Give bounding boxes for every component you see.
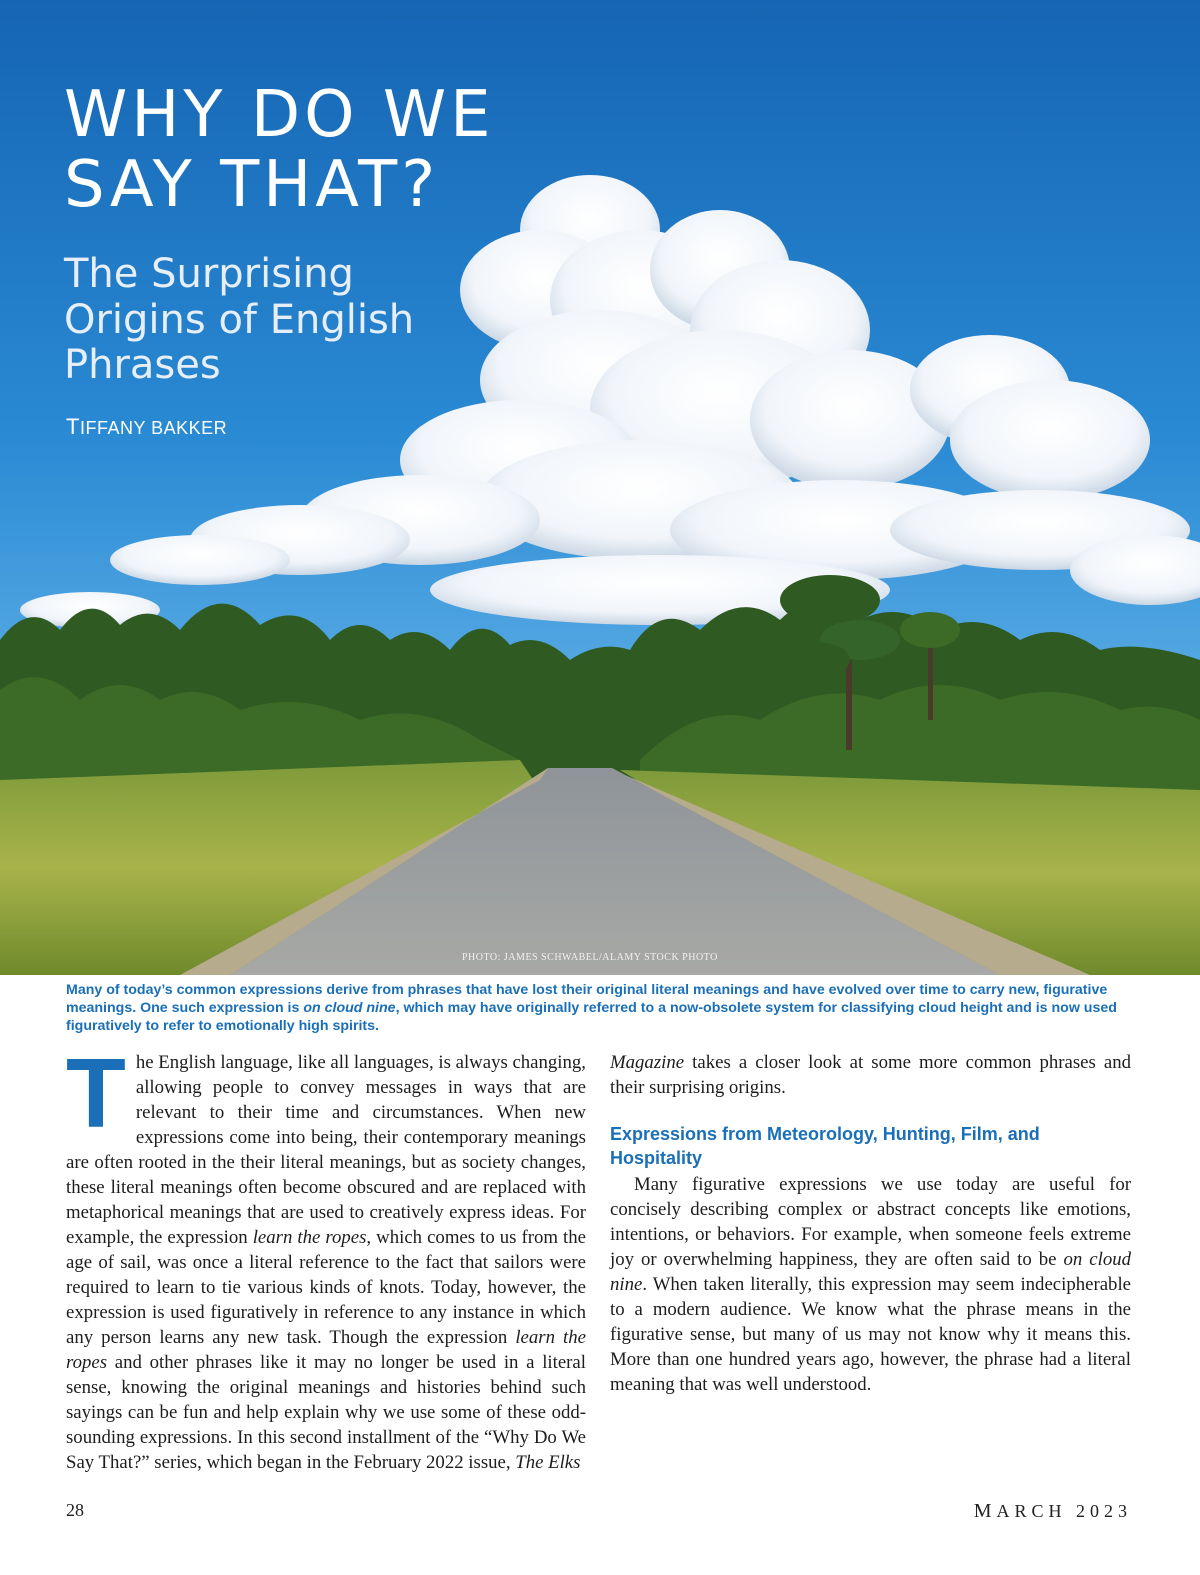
intro-italic-3: The Elks bbox=[515, 1452, 581, 1473]
intro-text-4-continued: takes a closer look at some more common phrases and their surprising origins. bbox=[610, 1052, 1131, 1098]
title-line-1: WHY DO WE bbox=[64, 78, 495, 152]
caption-italic-phrase: on cloud nine bbox=[303, 1000, 396, 1016]
page-number: 28 bbox=[66, 1500, 84, 1520]
title-line-2: SAY THAT? bbox=[64, 148, 440, 223]
section-text-1: Many figurative expressions we use today are useful for concisely describing complex or abstract concepts like emotions, intentions, or behaviors. For example, when someone feels extreme joy or overwhelming happiness, they are often said to be bbox=[610, 1174, 1131, 1270]
article-title bbox=[64, 80, 495, 221]
issue-date: MARCH 2023 bbox=[973, 1500, 1132, 1522]
body-column-left bbox=[66, 1038, 586, 1475]
photo-caption bbox=[66, 981, 1132, 1035]
intro-italic-2: learn the ropes bbox=[66, 1327, 586, 1373]
intro-italic-1: learn the ropes bbox=[252, 1227, 367, 1248]
intro-text-3: and other phrases like it may no longer be used in a literal sense, knowing the original meanings and histories behind such sayings can be fun and help explain why we use some of these odd-sounding expressions. In this second installment of the “Why Do We Say That?” series, which began in the February 2022 issue, bbox=[66, 1352, 586, 1473]
intro-text-2: , which comes to us from the age of sail, was once a literal reference to the fact that sailors were required to learn to tie various kinds of knots. Today, however, the expression is used figuratively in reference to any instance in which any person learns any new task. Though the expression bbox=[66, 1227, 586, 1348]
drop-cap: T bbox=[66, 1038, 126, 1148]
section-italic: on cloud nine bbox=[610, 1249, 1132, 1295]
photo-credit: PHOTO: JAMES SCHWABEL/ALAMY STOCK PHOTO bbox=[462, 952, 718, 963]
author-byline: TIFFANY BAKKER bbox=[66, 414, 228, 439]
caption-text-1: Many of today’s common expressions derive from phrases that have lost their original literal meanings and have evolved over time to carry new, figurative meanings. One such expression is bbox=[66, 982, 1108, 1016]
article-subtitle: The Surprising Origins of English Phrases bbox=[64, 251, 415, 389]
section-text-2: . When taken literally, this expression may seem indecipherable to a modern audience. We know what the phrase means in the figurative sense, but many of us may not know why it means this. More than one hundred years ago, however, the phrase had a literal meaning that was well understood. bbox=[610, 1274, 1131, 1395]
section-paragraph bbox=[610, 1172, 1131, 1397]
intro-italic-3-continued: Magazine bbox=[610, 1052, 685, 1073]
body-column-right bbox=[610, 1050, 1131, 1397]
section-subhead: Expressions from Meteorology, Hunting, Film, and Hospitality bbox=[610, 1124, 1040, 1168]
caption-text-2: , which may have originally referred to a now-obsolete system for classifying cloud height and is now used figuratively to refer to emotionally high spirits. bbox=[66, 1000, 1117, 1034]
intro-text-1: he English language, like all languages, is always changing, allowing people to convey messages in ways that are relevant to their time and circumstances. When new expressions come into being, their contemporary meanings are often rooted in the their literal meanings, but as society changes, these literal meanings often become obscured and are replaced with metaphorical meanings that are used to creatively express ideas. For example, the expression bbox=[66, 1052, 586, 1248]
intro-continuation bbox=[610, 1050, 1131, 1100]
intro-paragraph bbox=[66, 1038, 586, 1475]
